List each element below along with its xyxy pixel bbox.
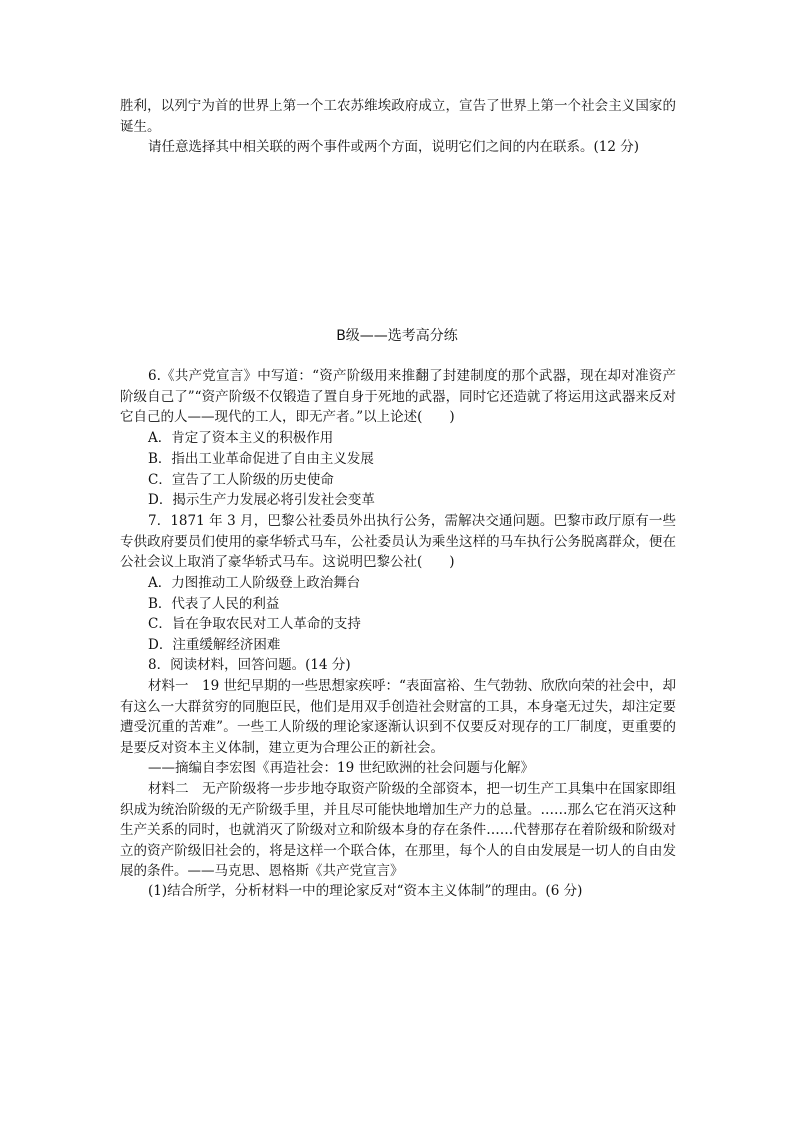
- question-8-material-1-source: ——摘编自李宏图《再造社会：19 世纪欧洲的社会问题与化解》: [148, 760, 534, 776]
- question-7-stem: 7．1871 年 3 月，巴黎公社委员外出执行公务，需解决交通问题。巴黎市政厅原有一些专供政府要员们使用的豪华轿式马车，公社委员认为乘坐这样的马车执行公务脱离群众，便在公社会议上取消了豪华轿式马车。这说明巴黎公社( ): [120, 513, 676, 570]
- question-6-option-d: D．揭示生产力发展必将引发社会变革: [148, 492, 375, 508]
- question-6-option-a: A．肯定了资本主义的积极作用: [148, 430, 334, 446]
- question-8-stem: 8．阅读材料，回答问题。(14 分): [148, 657, 351, 673]
- question-7-option-a: A．力图推动工人阶级登上政治舞台: [148, 575, 361, 591]
- continuation-paragraph: 胜利，以列宁为首的世界上第一个工农苏维埃政府成立，宣告了世界上第一个社会主义国家的诞生。: [120, 98, 676, 135]
- section-b-heading: B级——选考高分练: [336, 328, 458, 344]
- question-8-material-2: 材料二 无产阶级将一步步地夺取资产阶级的全部资本，把一切生产工具集中在国家即组织成为统治阶级的无产阶级手里，并且尽可能快地增加生产力的总量。……那么它在消灭这种生产关系的同时，也就消灭了阶级对立和阶级本身的存在条件……代替那存在着阶级和阶级对立的资产阶级旧社会的，将是这样一个联合体，在那里，每个人的自由发展是一切人的自由发展的条件。——马克思、恩格斯《共产党宣言》: [120, 781, 676, 879]
- question-7-option-b: B．代表了人民的利益: [148, 596, 280, 612]
- question-8-subquestion-1: (1)结合所学，分析材料一中的理论家反对“资本主义体制”的理由。(6 分): [148, 883, 583, 899]
- question-5-prompt: 请任意选择其中相关联的两个事件或两个方面，说明它们之间的内在联系。(12 分): [148, 139, 640, 155]
- question-7-option-d: D．注重缓解经济困难: [148, 637, 281, 653]
- question-6-option-b: B．指出工业革命促进了自由主义发展: [148, 451, 374, 467]
- question-7-option-c: C．旨在争取农民对工人革命的支持: [148, 616, 361, 632]
- question-6-option-c: C．宣告了工人阶级的历史使命: [148, 472, 334, 488]
- question-8-material-1: 材料一 19 世纪早期的一些思想家疾呼：“表面富裕、生气勃勃、欣欣向荣的社会中，却有这么一大群贫穷的同胞臣民，他们是用双手创造社会财富的工具，本身毫无过失，却注定要遭受沉重的苦难”。一些工人阶级的理论家逐渐认识到不仅要反对现存的工厂制度，更重要的是要反对资本主义体制，建立更为合理公正的新社会。: [120, 678, 676, 756]
- question-6-stem: 6.《共产党宣言》中写道：“资产阶级用来推翻了封建制度的那个武器，现在却对准资产阶级自己了”“资产阶级不仅锻造了置自身于死地的武器，同时它还造就了将运用这武器来反对它自己的人——现代的工人，即无产者。”以上论述( ): [120, 368, 676, 425]
